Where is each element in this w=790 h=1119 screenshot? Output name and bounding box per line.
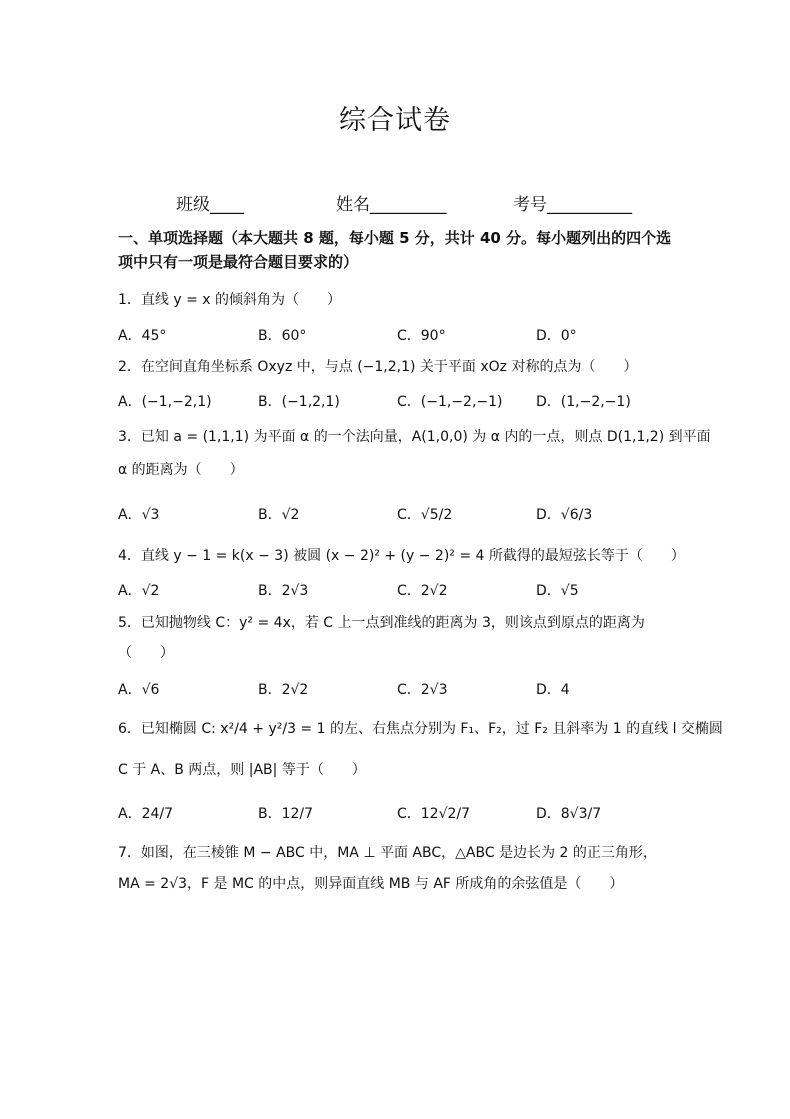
- q5-option-a: A．√6: [118, 682, 160, 698]
- q1-option-c: C．90°: [397, 328, 446, 344]
- q4-option-d: D．√5: [536, 583, 579, 599]
- q6-option-a: A．24/7: [118, 806, 174, 822]
- q3-option-c: C．√5/2: [397, 507, 453, 523]
- q5-option-b: B．2√2: [258, 682, 309, 698]
- exam-number-field: 考号__________: [513, 195, 632, 215]
- q2-option-d: D．(1,−2,−1): [536, 394, 631, 410]
- question-2: 2．在空间直角坐标系 Oxyz 中，与点 (−1,2,1) 关于平面 xOz 对称的点为（ ）: [118, 359, 638, 375]
- question-5: 5．已知抛物线 C：y² = 4x，若 C 上一点到准线的距离为 3，则该点到原点的距离为: [118, 615, 645, 631]
- class-field: 班级____: [176, 195, 244, 215]
- question-7-continued: MA = 2√3，F 是 MC 的中点，则异面直线 MB 与 AF 所成角的余弦值是（ ）: [118, 876, 624, 892]
- section-heading: 一、单项选择题（本大题共 8 题，每小题 5 分，共计 40 分。每小题列出的四个选项中只有一项是最符合题目要求的）: [118, 229, 672, 271]
- q4-option-b: B．2√3: [258, 583, 309, 599]
- q4-option-a: A．√2: [118, 583, 160, 599]
- q4-option-c: C．2√2: [397, 583, 448, 599]
- name-field: 姓名_________: [336, 195, 447, 215]
- page-title: 综合试卷: [339, 105, 451, 136]
- q2-option-b: B．(−1,2,1): [258, 394, 340, 410]
- question-5-continued: （ ）: [118, 645, 174, 661]
- q6-option-b: B．12/7: [258, 806, 314, 822]
- q5-option-d: D．4: [536, 682, 570, 698]
- q1-option-a: A．45°: [118, 328, 167, 344]
- q1-option-d: D．0°: [536, 328, 577, 344]
- q2-option-c: C．(−1,−2,−1): [397, 394, 503, 410]
- q1-option-b: B．60°: [258, 328, 307, 344]
- q3-option-a: A．√3: [118, 507, 160, 523]
- question-6: 6．已知椭圆 C: x²/4 + y²/3 = 1 的左、右焦点分别为 F₁、F₂，过 F₂ 且斜率为 1 的直线 l 交椭圆: [118, 721, 723, 737]
- q5-option-c: C．2√3: [397, 682, 448, 698]
- question-4: 4．直线 y − 1 = k(x − 3) 被圆 (x − 2)² + (y − 2)² = 4 所截得的最短弦长等于（ ）: [118, 548, 685, 564]
- question-6-continued: C 于 A、B 两点，则 |AB| 等于（ ）: [118, 762, 366, 778]
- question-3-continued: α 的距离为（ ）: [118, 462, 244, 478]
- q6-option-c: C．12√2/7: [397, 806, 471, 822]
- question-7: 7．如图，在三棱锥 M − ABC 中，MA ⊥ 平面 ABC，△ABC 是边长为 2 的正三角形，: [118, 845, 657, 861]
- question-1: 1．直线 y = x 的倾斜角为（ ）: [118, 292, 342, 308]
- q6-option-d: D．8√3/7: [536, 806, 602, 822]
- q2-option-a: A．(−1,−2,1): [118, 394, 212, 410]
- question-3: 3．已知 a = (1,1,1) 为平面 α 的一个法向量，A(1,0,0) 为 α 内的一点，则点 D(1,1,2) 到平面: [118, 429, 711, 445]
- q3-option-d: D．√6/3: [536, 507, 593, 523]
- q3-option-b: B．√2: [258, 507, 300, 523]
